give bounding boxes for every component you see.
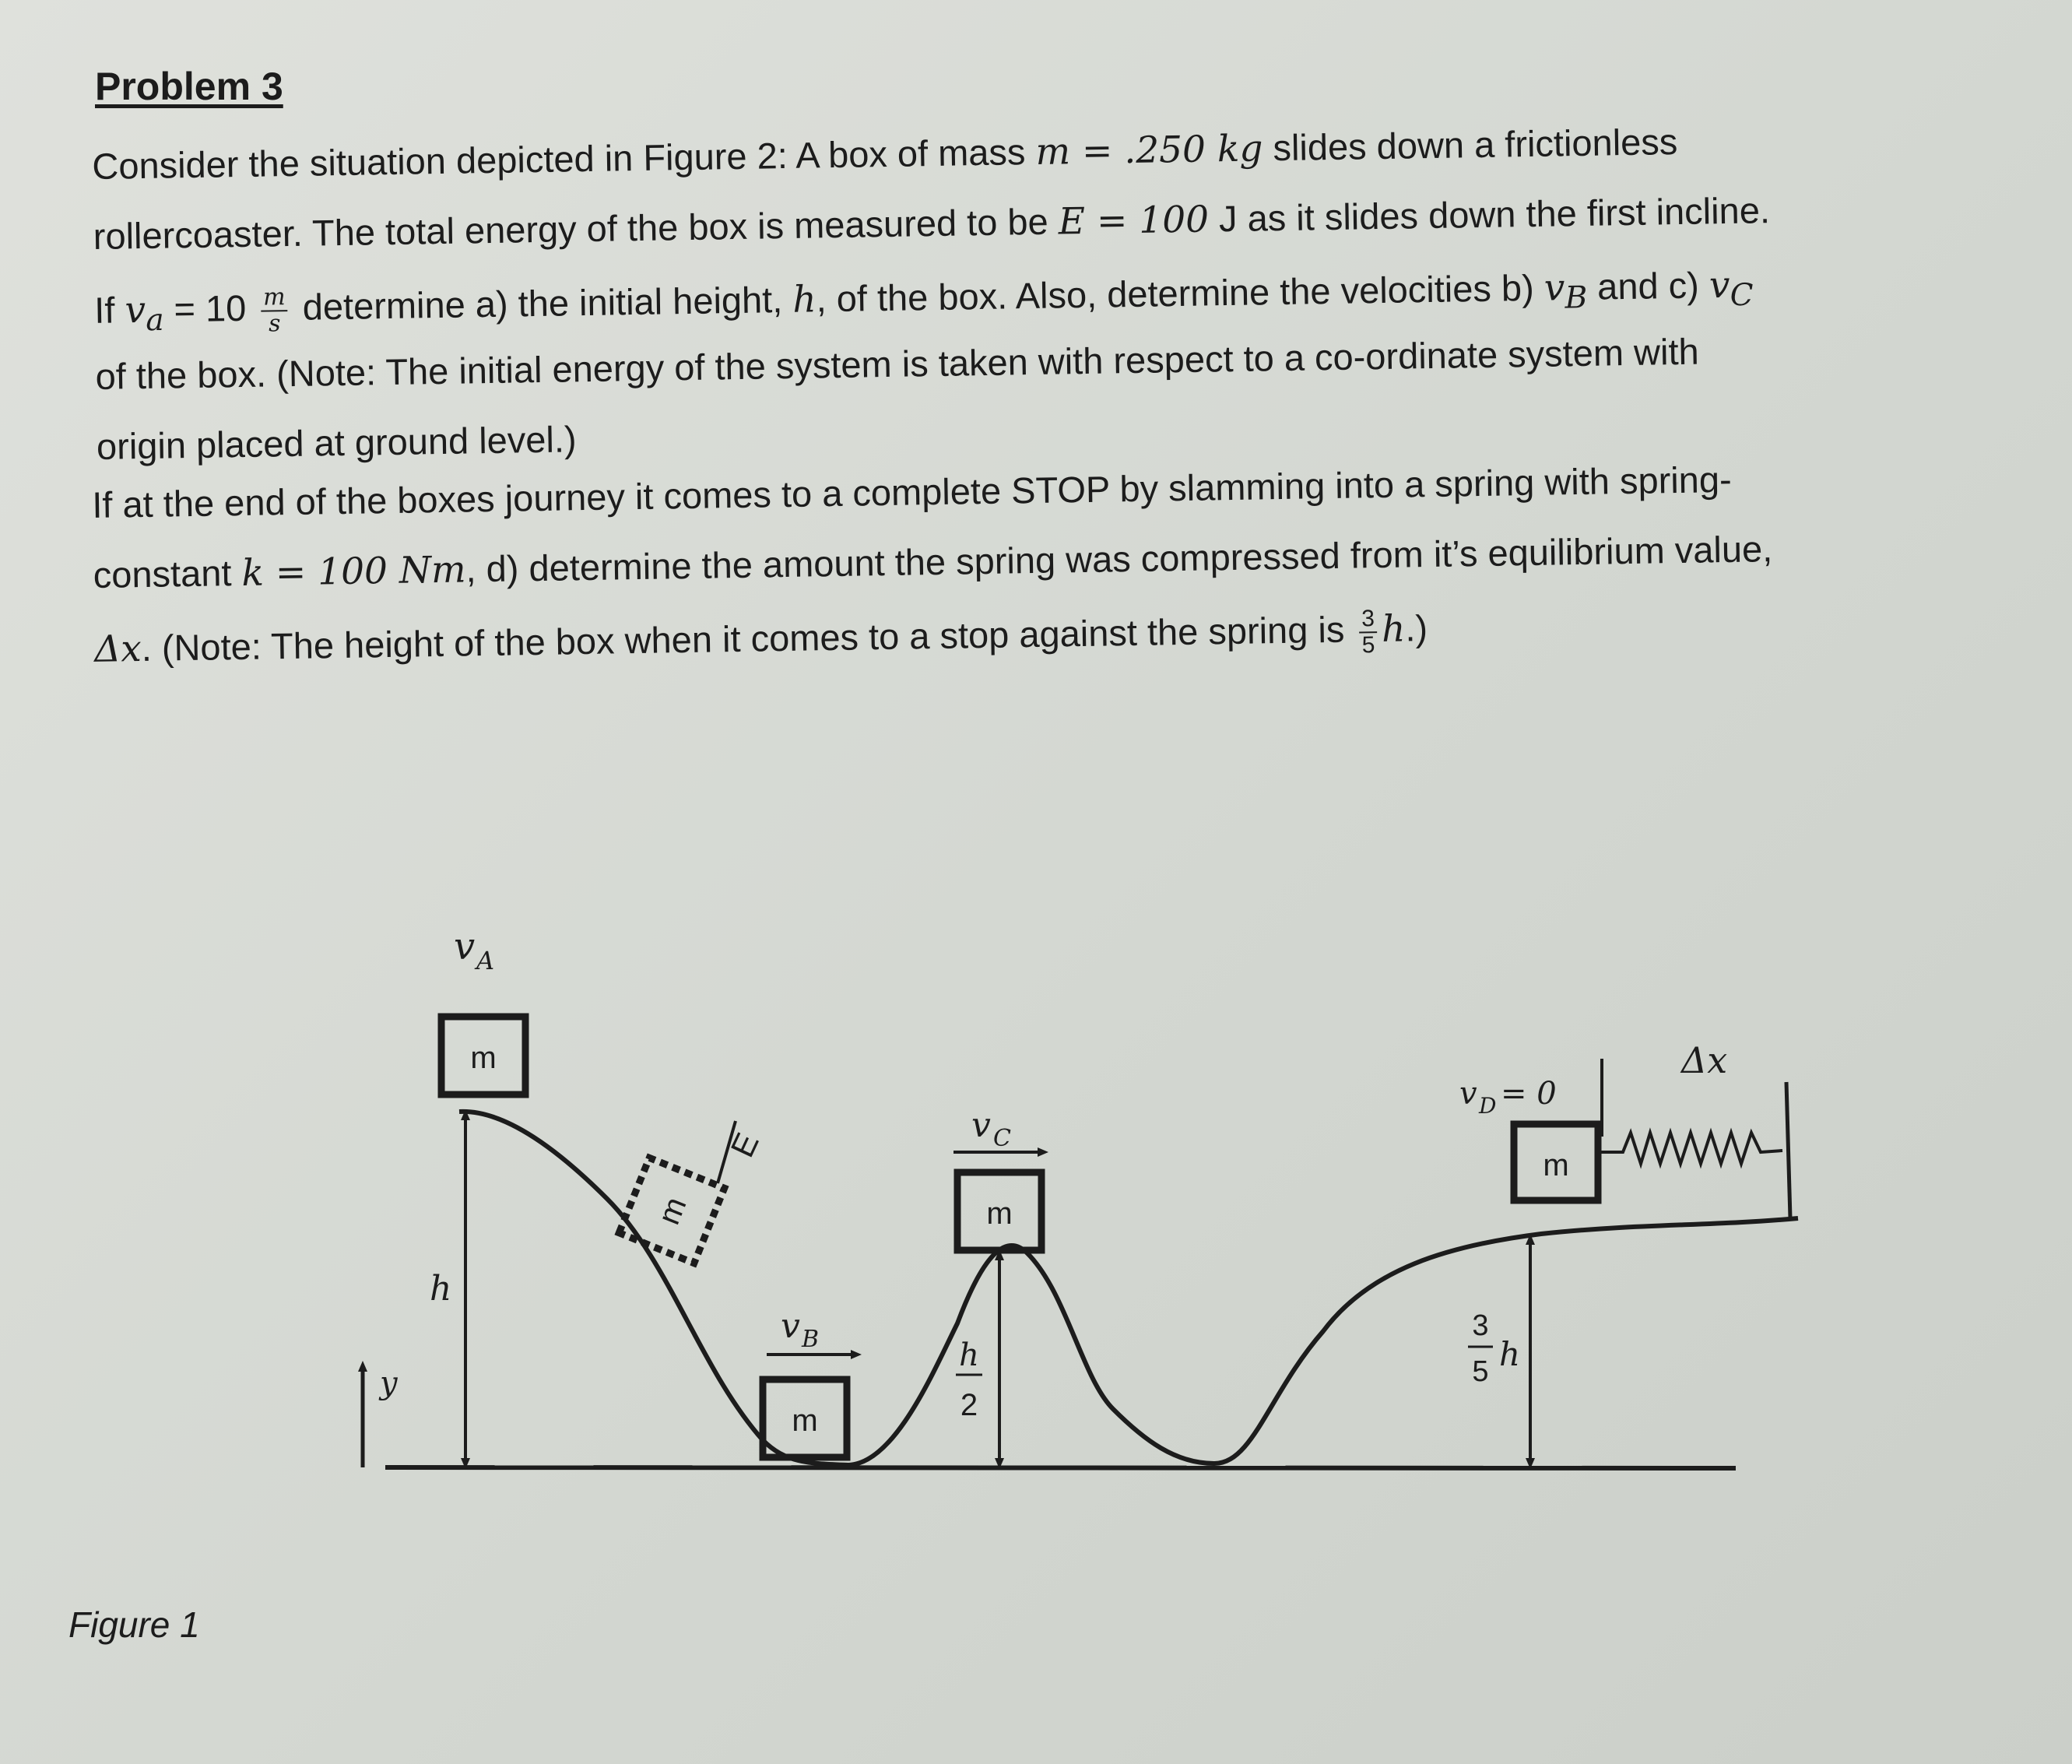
energy-e-label: E [723, 1127, 766, 1163]
dashed-box-label: m [651, 1192, 694, 1230]
math-energy: E = 100 [1058, 198, 1210, 244]
dashed-box-incline [619, 1158, 724, 1263]
velocity-d-subscript: D [1479, 1093, 1497, 1119]
h-half-numerator: h [959, 1337, 979, 1373]
box-d-label: m [1543, 1148, 1569, 1182]
math-delta-x: Δx [93, 627, 142, 671]
paragraph-1-line-4: of the box. (Note: The initial energy of the system is taken with respect to a co-ordinate system with [95, 330, 1700, 397]
velocity-a-subscript: A [476, 946, 495, 975]
text-span: .) [1404, 606, 1428, 649]
three-fifths-denominator: 5 [1472, 1355, 1489, 1388]
math-subscript: B [1565, 280, 1588, 316]
math-h: h [1381, 607, 1406, 651]
math-velocity-c: v [1709, 263, 1730, 307]
velocity-b-subscript: B [802, 1326, 820, 1353]
velocity-b-label: v [781, 1306, 800, 1346]
three-fifths-numerator: 3 [1472, 1309, 1489, 1342]
three-fifths-h: h [1499, 1335, 1521, 1373]
velocity-c-label: v [971, 1105, 991, 1145]
text-span: J as it slides down the first incline. [1208, 189, 1771, 240]
box-c-label: m [986, 1196, 1013, 1231]
fraction-numerator: m [261, 285, 288, 311]
text-span: determine a) the initial height, [292, 278, 793, 328]
paragraph-2-line-1: If at the end of the boxes journey it comes to a complete STOP by slamming into a spring with spring- [91, 458, 1733, 525]
velocity-d-equals: = 0 [1501, 1076, 1557, 1112]
figure-caption: Figure 1 [68, 1604, 200, 1645]
spring [1600, 1133, 1782, 1164]
text-span: , of the box. Also, determine the velocities b) [816, 266, 1545, 320]
text-span: rollercoaster. The total energy of the box is measured to be [93, 200, 1059, 257]
box-b-label: m [792, 1404, 818, 1438]
math-velocity-a: v [125, 288, 146, 332]
fraction-denominator: 5 [1361, 631, 1375, 658]
delta-x-label: Δx [1681, 1039, 1728, 1081]
math-subscript: a [145, 302, 164, 339]
problem-title: Problem 3 [95, 65, 283, 108]
text-span: If [93, 289, 125, 331]
text-span: constant [93, 551, 242, 596]
velocity-c-subscript: C [993, 1125, 1011, 1152]
math-velocity-b: v [1543, 266, 1565, 310]
velocity-d-label: v [1459, 1076, 1477, 1112]
text-span: and c) [1586, 264, 1710, 307]
ground-line [385, 1467, 1736, 1468]
h-half-denominator: 2 [960, 1388, 978, 1422]
velocity-a-label: v [454, 925, 476, 968]
math-spring-constant: k = 100 Nm [241, 548, 466, 595]
y-axis-label: y [380, 1365, 398, 1401]
math-mass: m = .250 kg [1035, 127, 1263, 174]
height-h-label: h [430, 1269, 452, 1309]
paragraph-1-line-5: origin placed at ground level.) [96, 418, 577, 467]
text-span: Consider the situation depicted in Figure 2: A box of mass [91, 130, 1036, 187]
fraction-numerator: 3 [1359, 606, 1377, 633]
text-span: = 10 [163, 286, 257, 330]
math-h: h [792, 278, 817, 322]
text-span: , d) determine the amount the spring was compressed from it’s equilibrium value, [465, 528, 1773, 590]
text-span: . (Note: The height of the box when it comes to a stop against the spring is [141, 608, 1355, 669]
box-a-label: m [470, 1041, 497, 1075]
spring-wall [1786, 1082, 1790, 1218]
math-subscript: C [1730, 277, 1754, 314]
fraction-denominator: s [268, 309, 281, 337]
text-span: slides down a frictionless [1263, 121, 1678, 169]
